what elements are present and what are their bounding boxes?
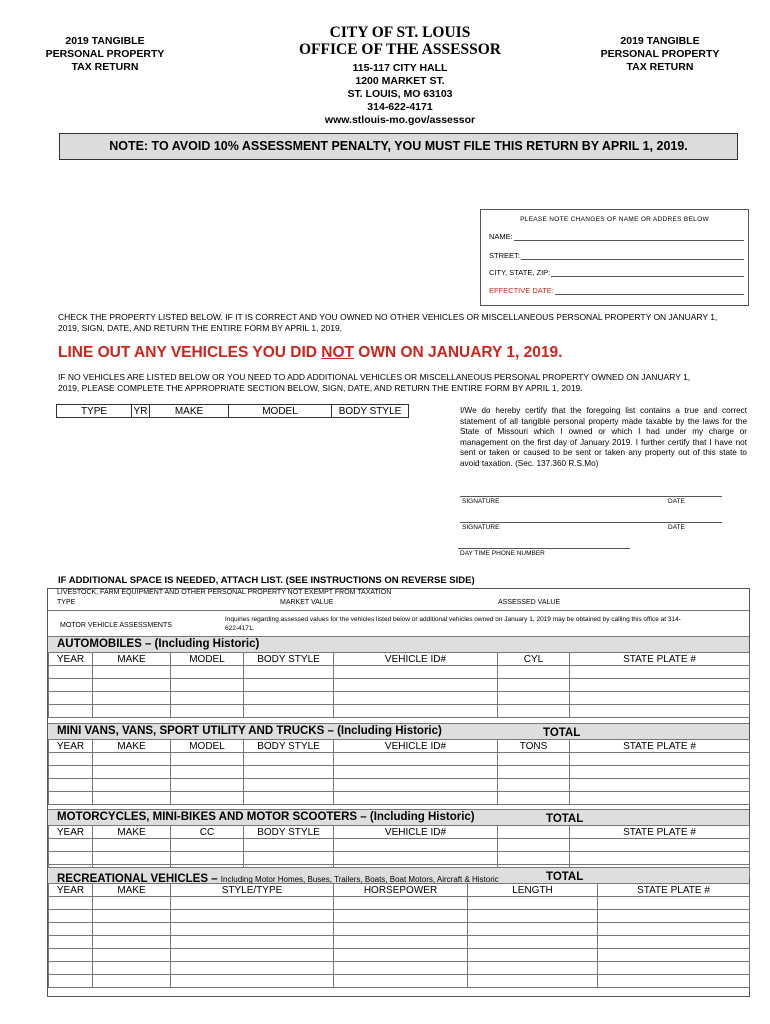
- rv-col-plate: STATE PLATE #: [598, 884, 750, 897]
- effective-date-field[interactable]: [489, 286, 744, 295]
- table-row[interactable]: [49, 910, 750, 923]
- address-line: ST. LOUIS, MO 63103: [347, 88, 453, 100]
- moto-col-year: YEAR: [49, 826, 93, 839]
- table-row[interactable]: [49, 779, 750, 792]
- header-center: [280, 24, 520, 127]
- header-right-line: 2019 TANGIBLE: [620, 35, 700, 47]
- table-row[interactable]: [49, 766, 750, 779]
- mva-label: MOTOR VEHICLE ASSESSMENTS: [60, 622, 172, 629]
- name-field[interactable]: [489, 232, 744, 241]
- street-label: STREET:: [489, 251, 520, 260]
- lineout-not: NOT: [321, 344, 354, 361]
- header-right: [590, 35, 730, 74]
- signature-line-2[interactable]: [460, 522, 722, 535]
- rv-col-year: YEAR: [49, 884, 93, 897]
- phone-line: 314-622-4171: [367, 101, 433, 113]
- header-left-line: 2019 TANGIBLE: [65, 35, 145, 47]
- address-line: 1200 MARKET ST.: [355, 75, 445, 87]
- van-col-vin: VEHICLE ID#: [334, 740, 498, 753]
- market-value-label: MARKET VALUE: [280, 599, 334, 606]
- certification-text: I/We do hereby certify that the foregoing list contains a true and correct statement of all tangible personal property made taxable by the laws for the State of Missouri which I owned or which I had under my charge or management on the first day of January 2019. I further certify that I have not sent or taken or caused to be sent or taken any property out of this state to avoid taxation. (Sec. 137.360 R.S.Mo): [460, 406, 747, 468]
- auto-col-model: MODEL: [171, 653, 244, 666]
- recreational-subtitle: Including Motor Homes, Buses, Trailers, Boats, Boat Motors, Aircraft & Historic: [220, 875, 499, 884]
- rv-col-hp: HORSEPOWER: [334, 884, 468, 897]
- van-col-plate: STATE PLATE #: [570, 740, 750, 753]
- office-city: CITY OF ST. LOUIS: [329, 24, 471, 41]
- change-address-box: [480, 209, 749, 306]
- recreational-title: RECREATIONAL VEHICLES –: [57, 873, 221, 885]
- divider: [48, 610, 749, 611]
- attach-list-note: IF ADDITIONAL SPACE IS NEEDED, ATTACH LIST. (SEE INSTRUCTIONS ON REVERSE SIDE): [58, 575, 475, 586]
- rv-col-make: MAKE: [93, 884, 171, 897]
- office-name: OFFICE OF THE ASSESSOR: [299, 41, 501, 58]
- moto-col-body: BODY STYLE: [244, 826, 334, 839]
- motorcycles-header: [48, 809, 749, 826]
- table-row[interactable]: [49, 792, 750, 805]
- minivans-title: MINI VANS, VANS, SPORT UTILITY AND TRUCKS – (Including Historic): [57, 725, 442, 737]
- motorcycles-total: TOTAL: [546, 813, 584, 825]
- name-underline[interactable]: [514, 232, 744, 241]
- automobiles-table: [48, 652, 750, 718]
- signature-label: SIGNATURE: [462, 498, 500, 505]
- property-table: [56, 404, 409, 418]
- header-left-line: PERSONAL PROPERTY: [45, 48, 165, 60]
- table-row[interactable]: [49, 962, 750, 975]
- livestock-type-label: TYPE: [57, 599, 76, 606]
- header-right-line: PERSONAL PROPERTY: [600, 48, 720, 60]
- recreational-table: [48, 883, 750, 988]
- city-state-zip-field[interactable]: [489, 268, 744, 277]
- automobiles-title: AUTOMOBILES – (Including Historic): [57, 638, 260, 650]
- auto-col-cyl: CYL: [498, 653, 570, 666]
- van-col-tons: TONS: [498, 740, 570, 753]
- header-left-line: TAX RETURN: [71, 61, 139, 73]
- col-body-style: BODY STYLE: [332, 405, 409, 418]
- check-instructions: CHECK THE PROPERTY LISTED BELOW. IF IT IS CORRECT AND YOU OWNED NO OTHER VEHICLES OR MISCELLANEOUS PERSONAL PROPERTY ON JANUARY 1, 2019, SIGN, DATE, AND RETURN THE ENTIRE FORM BY APRIL 1, 2019.: [58, 312, 718, 333]
- lineout-pre: LINE OUT ANY VEHICLES YOU DID: [58, 344, 322, 361]
- table-row[interactable]: [49, 839, 750, 852]
- moto-col-make: MAKE: [93, 826, 171, 839]
- rv-col-length: LENGTH: [468, 884, 598, 897]
- table-row[interactable]: [49, 705, 750, 718]
- table-row[interactable]: [49, 679, 750, 692]
- auto-col-make: MAKE: [93, 653, 171, 666]
- name-label: NAME:: [489, 232, 513, 241]
- rv-col-style: STYLE/TYPE: [171, 884, 334, 897]
- recreational-total: TOTAL: [546, 871, 584, 883]
- table-row[interactable]: [49, 897, 750, 910]
- auto-col-year: YEAR: [49, 653, 93, 666]
- minivans-table: [48, 739, 750, 805]
- moto-col-plate: STATE PLATE #: [570, 826, 750, 839]
- csz-underline[interactable]: [551, 268, 744, 277]
- van-col-body: BODY STYLE: [244, 740, 334, 753]
- table-row[interactable]: [49, 692, 750, 705]
- phone-label: DAY TIME PHONE NUMBER: [460, 550, 545, 557]
- header-left: [35, 35, 175, 74]
- livestock-label: LIVESTOCK, FARM EQUIPMENT AND OTHER PERSONAL PROPERTY NOT EXEMPT FROM TAXATION: [57, 589, 392, 596]
- auto-col-plate: STATE PLATE #: [570, 653, 750, 666]
- col-model: MODEL: [229, 405, 332, 418]
- moto-col-cc: CC: [171, 826, 244, 839]
- penalty-note: NOTE: TO AVOID 10% ASSESSMENT PENALTY, YOU MUST FILE THIS RETURN BY APRIL 1, 2019.: [59, 133, 738, 160]
- header-right-line: TAX RETURN: [626, 61, 694, 73]
- table-row[interactable]: [49, 666, 750, 679]
- additional-instructions: IF NO VEHICLES ARE LISTED BELOW OR YOU NEED TO ADD ADDITIONAL VEHICLES OR MISCELLANEOUS PERSONAL PROPERTY OWNED ON JANUARY 1, 2019, PLEASE COMPLETE THE APPROPRIATE SECTION BELOW, SIGN, DATE, AND RETURN THE ENTIRE FORM BY APRIL 1, 2019.: [58, 372, 691, 393]
- date-label: DATE: [668, 498, 685, 505]
- effective-date-underline[interactable]: [555, 286, 744, 295]
- vehicles-section: [47, 588, 750, 997]
- csz-label: CITY, STATE, ZIP:: [489, 268, 551, 277]
- col-yr: YR: [132, 405, 150, 418]
- table-row[interactable]: [49, 923, 750, 936]
- van-col-make: MAKE: [93, 740, 171, 753]
- recreational-header: [48, 867, 749, 884]
- lineout-post: OWN ON JANUARY 1, 2019.: [353, 344, 563, 361]
- van-col-year: YEAR: [49, 740, 93, 753]
- website-link[interactable]: www.stlouis-mo.gov/assessor: [324, 114, 476, 126]
- col-make: MAKE: [150, 405, 229, 418]
- table-row[interactable]: [49, 852, 750, 865]
- minivans-header: [48, 723, 749, 740]
- automobiles-header: [48, 636, 749, 653]
- inquiries-text: Inquiries regarding assessed values for the vehicles listed below or additional vehicles owned on January 1, 2019 may be obtained by calling this office at 314-622-4171.: [225, 616, 681, 632]
- date-label: DATE: [668, 524, 685, 531]
- van-col-model: MODEL: [171, 740, 244, 753]
- effective-date-label: EFFECTIVE DATE:: [489, 286, 554, 295]
- col-type: TYPE: [57, 405, 132, 418]
- street-field[interactable]: [489, 251, 744, 260]
- assessed-value-label: ASSESSED VALUE: [498, 599, 561, 606]
- office-address: [280, 62, 520, 127]
- table-row[interactable]: [49, 753, 750, 766]
- table-row[interactable]: [49, 975, 750, 988]
- minivans-total: TOTAL: [543, 727, 581, 739]
- moto-col-vin: VEHICLE ID#: [334, 826, 498, 839]
- address-line: 115-117 CITY HALL: [352, 62, 448, 74]
- lineout-warning: [58, 344, 562, 362]
- change-box-title: PLEASE NOTE CHANGES OF NAME OR ADDRES BELOW: [520, 216, 709, 223]
- phone-line[interactable]: [458, 548, 630, 561]
- auto-col-body: BODY STYLE: [244, 653, 334, 666]
- signature-line-1[interactable]: [460, 496, 722, 509]
- signature-label: SIGNATURE: [462, 524, 500, 531]
- motorcycles-title: MOTORCYCLES, MINI-BIKES AND MOTOR SCOOTERS – (Including Historic): [57, 811, 475, 823]
- street-underline[interactable]: [521, 251, 744, 260]
- auto-col-vin: VEHICLE ID#: [334, 653, 498, 666]
- table-row[interactable]: [49, 936, 750, 949]
- table-row[interactable]: [49, 949, 750, 962]
